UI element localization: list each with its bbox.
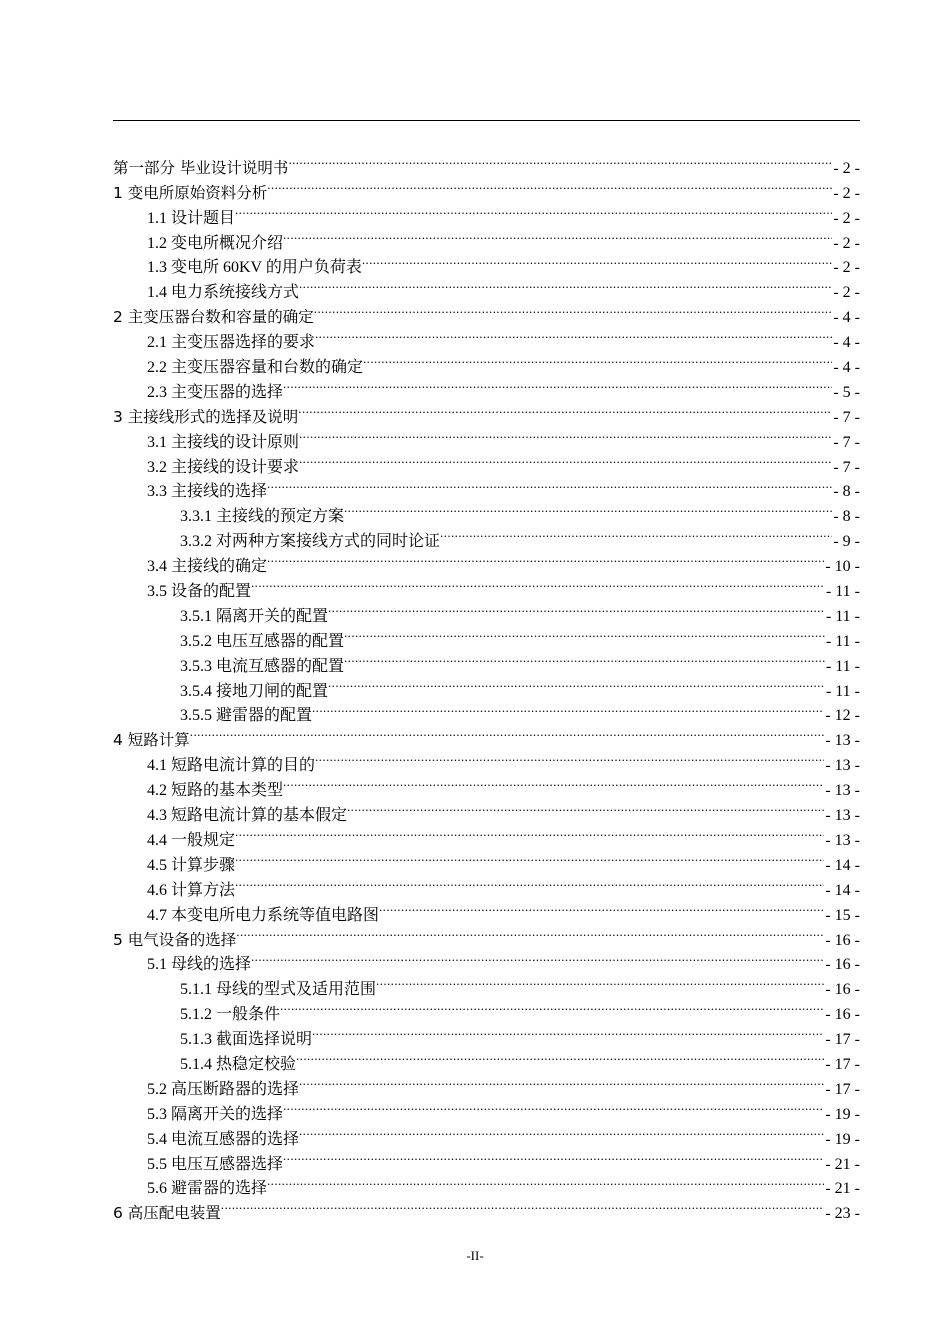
toc-entry-title: 2.3 主变压器的选择 [147, 383, 284, 401]
toc-entry-title: 1.2 变电所概况介绍 [147, 234, 284, 252]
toc-entry-page-number: - 2 - [833, 184, 860, 202]
toc-entry-page-number: - 9 - [833, 533, 860, 551]
toc-entry-title: 3.1 主接线的设计原则 [147, 433, 300, 451]
toc-entry-page-number: - 14 - [825, 856, 860, 874]
toc-entry-page-number: - 4 - [833, 359, 860, 377]
toc-entry-title: 3.5.2 电压互感器的配置 [180, 632, 345, 650]
toc-entry-title: 1.1 设计题目 [147, 209, 236, 227]
toc-leader-dots [347, 795, 824, 820]
toc-leader-dots [251, 571, 825, 596]
toc-entry[interactable] [113, 1193, 860, 1223]
toc-leader-dots [280, 994, 824, 1019]
toc-leader-dots [315, 322, 832, 347]
toc-entry-page-number: - 17 - [825, 1055, 860, 1073]
toc-leader-dots [267, 546, 824, 571]
toc-entry-title: 2 主变压器台数和容量的确定 [113, 308, 314, 327]
toc-entry-title: 3.4 主接线的确定 [147, 558, 268, 576]
toc-leader-dots [440, 521, 832, 546]
header-rule [113, 120, 860, 121]
toc-leader-dots [267, 472, 832, 497]
toc-entry-page-number: - 2 - [833, 234, 860, 252]
toc-entry-page-number: - 13 - [825, 732, 860, 750]
toc-entry[interactable] [113, 148, 860, 177]
toc-entry-page-number: - 16 - [825, 1006, 860, 1024]
table-of-contents [113, 148, 860, 1223]
toc-entry-title: 5.1 母线的选择 [147, 956, 252, 974]
toc-leader-dots [251, 945, 824, 970]
toc-entry-page-number: - 13 - [825, 782, 860, 800]
toc-entry-title: 5.2 高压断路器的选择 [147, 1080, 300, 1098]
toc-entry-title: 3.5.4 接地刀闸的配置 [180, 682, 329, 700]
toc-entry-title: 3.5.1 隔离开关的配置 [180, 607, 329, 625]
toc-entry-page-number: - 8 - [833, 483, 860, 501]
toc-entry-title: 5.1.2 一般条件 [180, 1006, 281, 1024]
toc-leader-dots [296, 1044, 824, 1069]
toc-leader-dots [267, 1169, 824, 1194]
toc-entry-title: 5.1.4 热稳定校验 [180, 1055, 297, 1073]
toc-entry-page-number: - 5 - [833, 383, 860, 401]
toc-entry-page-number: - 15 - [825, 906, 860, 924]
toc-leader-dots [344, 496, 832, 521]
toc-leader-dots [235, 845, 824, 870]
toc-entry-page-number: - 13 - [825, 757, 860, 775]
toc-entry-title: 2.2 主变压器容量和台数的确定 [147, 359, 364, 377]
toc-entry-title: 4.1 短路电流计算的目的 [147, 757, 316, 775]
toc-entry-title: 4.2 短路的基本类型 [147, 782, 284, 800]
toc-leader-dots [299, 1119, 824, 1144]
toc-entry-page-number: - 7 - [833, 458, 860, 476]
toc-entry-title: 1.3 变电所 60KV 的用户负荷表 [147, 259, 362, 277]
toc-entry-page-number: - 8 - [833, 508, 860, 526]
toc-entry-title: 4.5 计算步骤 [147, 856, 236, 874]
toc-entry-page-number: - 14 - [825, 881, 860, 899]
toc-leader-dots [235, 870, 824, 895]
toc-entry-page-number: - 4 - [833, 334, 860, 352]
toc-leader-dots [312, 1019, 824, 1044]
toc-entry-page-number: - 11 - [825, 583, 860, 601]
toc-leader-dots [299, 447, 832, 472]
toc-entry-page-number: - 16 - [825, 981, 860, 999]
toc-entry-page-number: - 2 - [833, 284, 860, 302]
toc-entry-title: 5.5 电压互感器选择 [147, 1155, 284, 1173]
toc-leader-dots [344, 646, 825, 671]
toc-leader-dots [190, 720, 825, 745]
toc-entry-title: 3.3.1 主接线的预定方案 [180, 508, 345, 526]
toc-entry-title: 3.3.2 对两种方案接线方式的同时论证 [180, 533, 441, 551]
toc-leader-dots [283, 770, 824, 795]
toc-entry-page-number: - 16 - [825, 956, 860, 974]
toc-entry-title: 3 主接线形式的选择及说明 [113, 407, 299, 426]
toc-entry-title: 3.2 主接线的设计要求 [147, 458, 300, 476]
toc-leader-dots [328, 596, 825, 621]
toc-entry-title: 4 短路计算 [113, 731, 190, 750]
toc-entry-title: 4.4 一般规定 [147, 831, 236, 849]
toc-leader-dots [314, 297, 833, 322]
toc-leader-dots [328, 671, 825, 696]
toc-leader-dots [299, 272, 832, 297]
toc-entry-title: 3.5.3 电流互感器的配置 [180, 657, 345, 675]
toc-entry-page-number: - 23 - [825, 1205, 860, 1223]
toc-entry-title: 1.4 电力系统接线方式 [147, 284, 300, 302]
toc-leader-dots [363, 347, 832, 372]
toc-entry-title: 3.5.5 避雷器的配置 [180, 707, 313, 725]
toc-entry-page-number: - 10 - [825, 558, 860, 576]
toc-entry-page-number: - 13 - [825, 831, 860, 849]
toc-leader-dots [267, 173, 832, 198]
toc-leader-dots [283, 1094, 824, 1119]
toc-entry-title: 3.3 主接线的选择 [147, 483, 268, 501]
toc-entry-page-number: - 17 - [825, 1031, 860, 1049]
toc-entry-title: 4.7 本变电所电力系统等值电路图 [147, 906, 380, 924]
toc-leader-dots [288, 148, 832, 173]
toc-entry-page-number: - 11 - [825, 657, 860, 675]
toc-entry-page-number: - 11 - [825, 682, 860, 700]
toc-entry-title: 5 电气设备的选择 [113, 930, 237, 949]
toc-leader-dots [312, 696, 824, 721]
toc-leader-dots [315, 745, 824, 770]
toc-leader-dots [236, 920, 824, 945]
toc-entry-title: 5.3 隔离开关的选择 [147, 1105, 284, 1123]
toc-leader-dots [362, 248, 833, 273]
toc-entry-title: 5.1.3 截面选择说明 [180, 1031, 313, 1049]
toc-leader-dots [283, 223, 832, 248]
toc-entry-page-number: - 2 - [833, 259, 860, 277]
toc-entry-page-number: - 11 - [825, 632, 860, 650]
toc-entry-title: 1 变电所原始资料分析 [113, 183, 268, 202]
toc-leader-dots [221, 1193, 825, 1218]
toc-entry-page-number: - 12 - [825, 707, 860, 725]
toc-entry-page-number: - 11 - [825, 607, 860, 625]
toc-entry[interactable] [113, 745, 860, 775]
toc-leader-dots [344, 621, 825, 646]
toc-entry-page-number: - 16 - [825, 931, 860, 949]
toc-leader-dots [379, 895, 824, 920]
toc-leader-dots [299, 1069, 824, 1094]
toc-entry-title: 5.4 电流互感器的选择 [147, 1130, 300, 1148]
toc-entry-page-number: - 2 - [833, 209, 860, 227]
toc-entry-title: 5.6 避雷器的选择 [147, 1180, 268, 1198]
toc-leader-dots [235, 820, 824, 845]
toc-entry-title: 5.1.1 母线的型式及适用范围 [180, 981, 377, 999]
toc-leader-dots [298, 397, 832, 422]
toc-entry-page-number: - 21 - [825, 1155, 860, 1173]
toc-leader-dots [376, 969, 824, 994]
toc-entry-page-number: - 17 - [825, 1080, 860, 1098]
toc-entry-page-number: - 7 - [833, 433, 860, 451]
toc-leader-dots [283, 1144, 824, 1169]
toc-entry-title: 2.1 主变压器选择的要求 [147, 334, 316, 352]
toc-entry-page-number: - 19 - [825, 1130, 860, 1148]
toc-entry-page-number: - 21 - [825, 1180, 860, 1198]
toc-entry-title: 6 高压配电装置 [113, 1204, 221, 1223]
toc-leader-dots [235, 198, 832, 223]
toc-entry-page-number: - 4 - [833, 309, 860, 327]
toc-entry[interactable] [113, 720, 860, 750]
toc-entry-page-number: - 13 - [825, 807, 860, 825]
toc-entry-title: 第一部分 毕业设计说明书 [113, 158, 289, 177]
toc-entry-page-number: - 2 - [833, 159, 860, 177]
toc-entry-title: 3.5 设备的配置 [147, 583, 252, 601]
toc-leader-dots [283, 372, 832, 397]
toc-entry-page-number: - 19 - [825, 1105, 860, 1123]
page-footer-number: -II- [466, 1248, 484, 1263]
toc-entry-title: 4.3 短路电流计算的基本假定 [147, 807, 348, 825]
toc-entry-page-number: - 7 - [833, 408, 860, 426]
toc-leader-dots [299, 422, 832, 447]
toc-entry-title: 4.6 计算方法 [147, 881, 236, 899]
